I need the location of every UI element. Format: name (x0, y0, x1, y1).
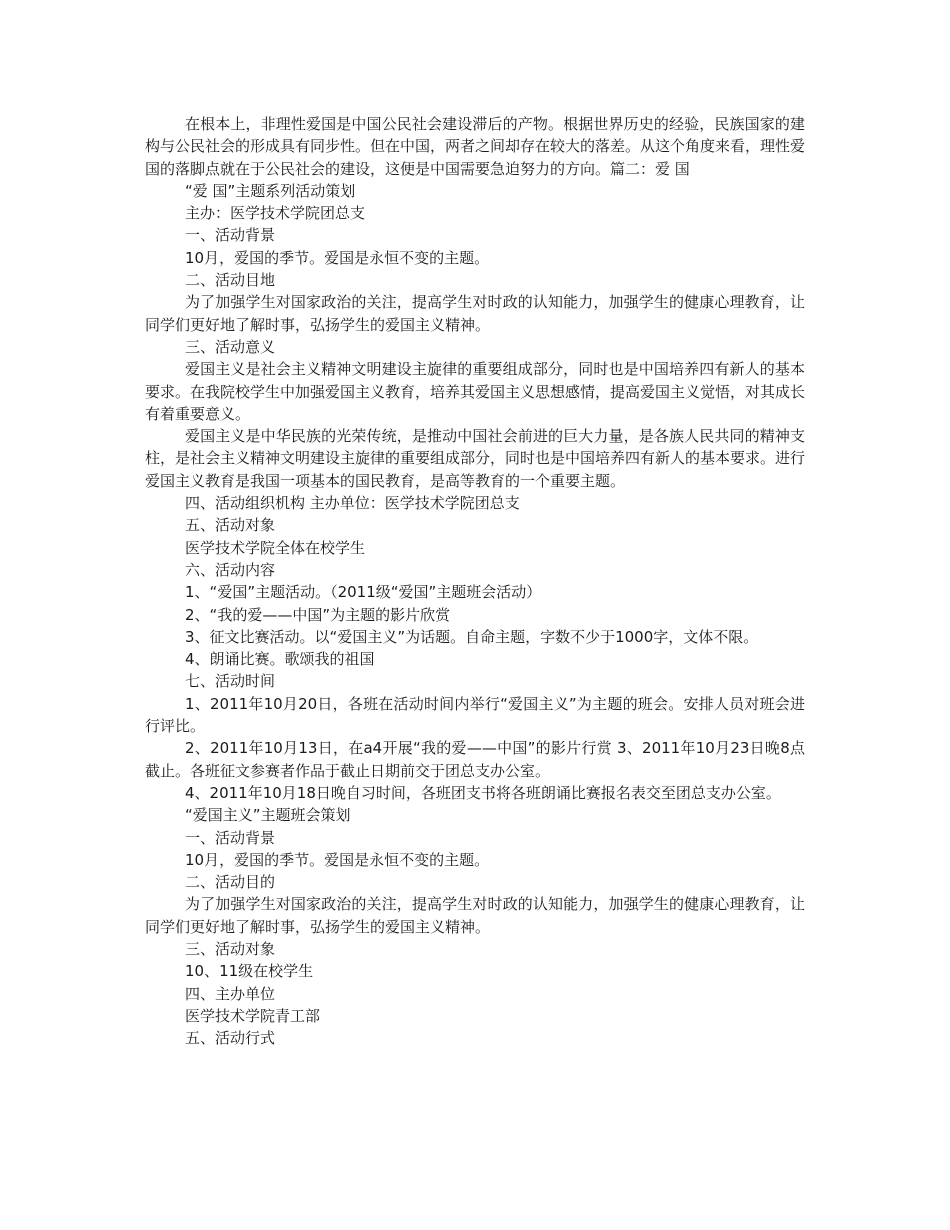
paragraph: 为了加强学生对国家政治的关注，提高学生对时政的认知能力，加强学生的健康心理教育，让同学们更好地了解时事，弘扬学生的爱国主义精神。 (145, 293, 805, 334)
heading: 四、活动组织机构 主办单位：医学技术学院团总支 (185, 494, 520, 513)
list-item: 2、2011年10月13日，在a4开展“我的爱——中国”的影片行赏 3、2011年10月23日晚8点截止。各班征文参赛者作品于截止日期前交于团总支办公室。 (145, 739, 805, 780)
heading: 二、活动目的 (185, 873, 276, 892)
paragraph: 10月，爱国的季节。爱国是永恒不变的主题。 (185, 248, 490, 267)
document-body (145, 113, 805, 1049)
heading: 一、活动背景 (185, 828, 276, 847)
paragraph: 为了加强学生对国家政治的关注，提高学生对时政的认知能力，加强学生的健康心理教育，让同学们更好地了解时事，弘扬学生的爱国主义精神。 (145, 895, 805, 936)
list-item: 3、征文比赛活动。以“爱国主义”为话题。自命主题，字数不少于1000字，文体不限。 (185, 627, 759, 646)
paragraph: 10、11级在校学生 (185, 962, 314, 981)
section-title: “爱 国”主题系列活动策划 (185, 181, 356, 200)
heading: 四、主办单位 (185, 984, 276, 1003)
heading: 五、活动行式 (185, 1029, 276, 1048)
paragraph: 医学技术学院青工部 (185, 1006, 321, 1025)
heading: 一、活动背景 (185, 226, 276, 245)
list-item: 2、“我的爱——中国”为主题的影片欣赏 (185, 605, 451, 624)
section-title: “爱国主义”主题班会策划 (185, 806, 351, 825)
list-item: 4、2011年10月18日晚自习时间，各班团支书将各班朗诵比赛报名表交至团总支办公室。 (185, 783, 781, 802)
organizer-line: 主办：医学技术学院团总支 (185, 204, 366, 223)
heading: 三、活动意义 (185, 337, 276, 356)
heading: 六、活动内容 (185, 560, 276, 579)
list-item: 1、“爱国”主题活动。（2011级“爱国”主题班会活动） (185, 583, 542, 602)
paragraph: 爱国主义是中华民族的光荣传统，是推动中国社会前进的巨大力量，是各族人民共同的精神支柱，是社会主义精神文明建设主旋律的重要组成部分，同时也是中国培养四有新人的基本要求。进行爱国主义教育是我国一项基本的国民教育，是高等教育的一个重要主题。 (145, 427, 806, 490)
heading: 七、活动时间 (185, 672, 276, 691)
list-item: 1、2011年10月20日，各班在活动时间内举行“爱国主义”为主题的班会。安排人员对班会进行评比。 (145, 694, 805, 736)
paragraph: 爱国主义是社会主义精神文明建设主旋律的重要组成部分，同时也是中国培养四有新人的基本要求。在我院校学生中加强爱国主义教育，培养其爱国主义思想感情，提高爱国主义觉悟，对其成长有着重要意义。 (145, 360, 806, 423)
heading: 三、活动对象 (185, 939, 276, 958)
heading: 五、活动对象 (185, 516, 276, 535)
paragraph: 在根本上，非理性爱国是中国公民社会建设滞后的产物。根据世界历史的经验，民族国家的建构与公民社会的形成具有同步性。但在中国，两者之间却存在较大的落差。从这个角度来看，理性爱国的落脚点就在于公民社会的建设，这便是中国需要急迫努力的方向。篇二：爱 国 (145, 115, 806, 178)
paragraph: 医学技术学院全体在校学生 (185, 538, 366, 557)
list-item: 4、朗诵比赛。歌颂我的祖国 (185, 650, 375, 669)
heading: 二、活动目地 (185, 271, 276, 290)
paragraph: 10月，爱国的季节。爱国是永恒不变的主题。 (185, 850, 490, 869)
